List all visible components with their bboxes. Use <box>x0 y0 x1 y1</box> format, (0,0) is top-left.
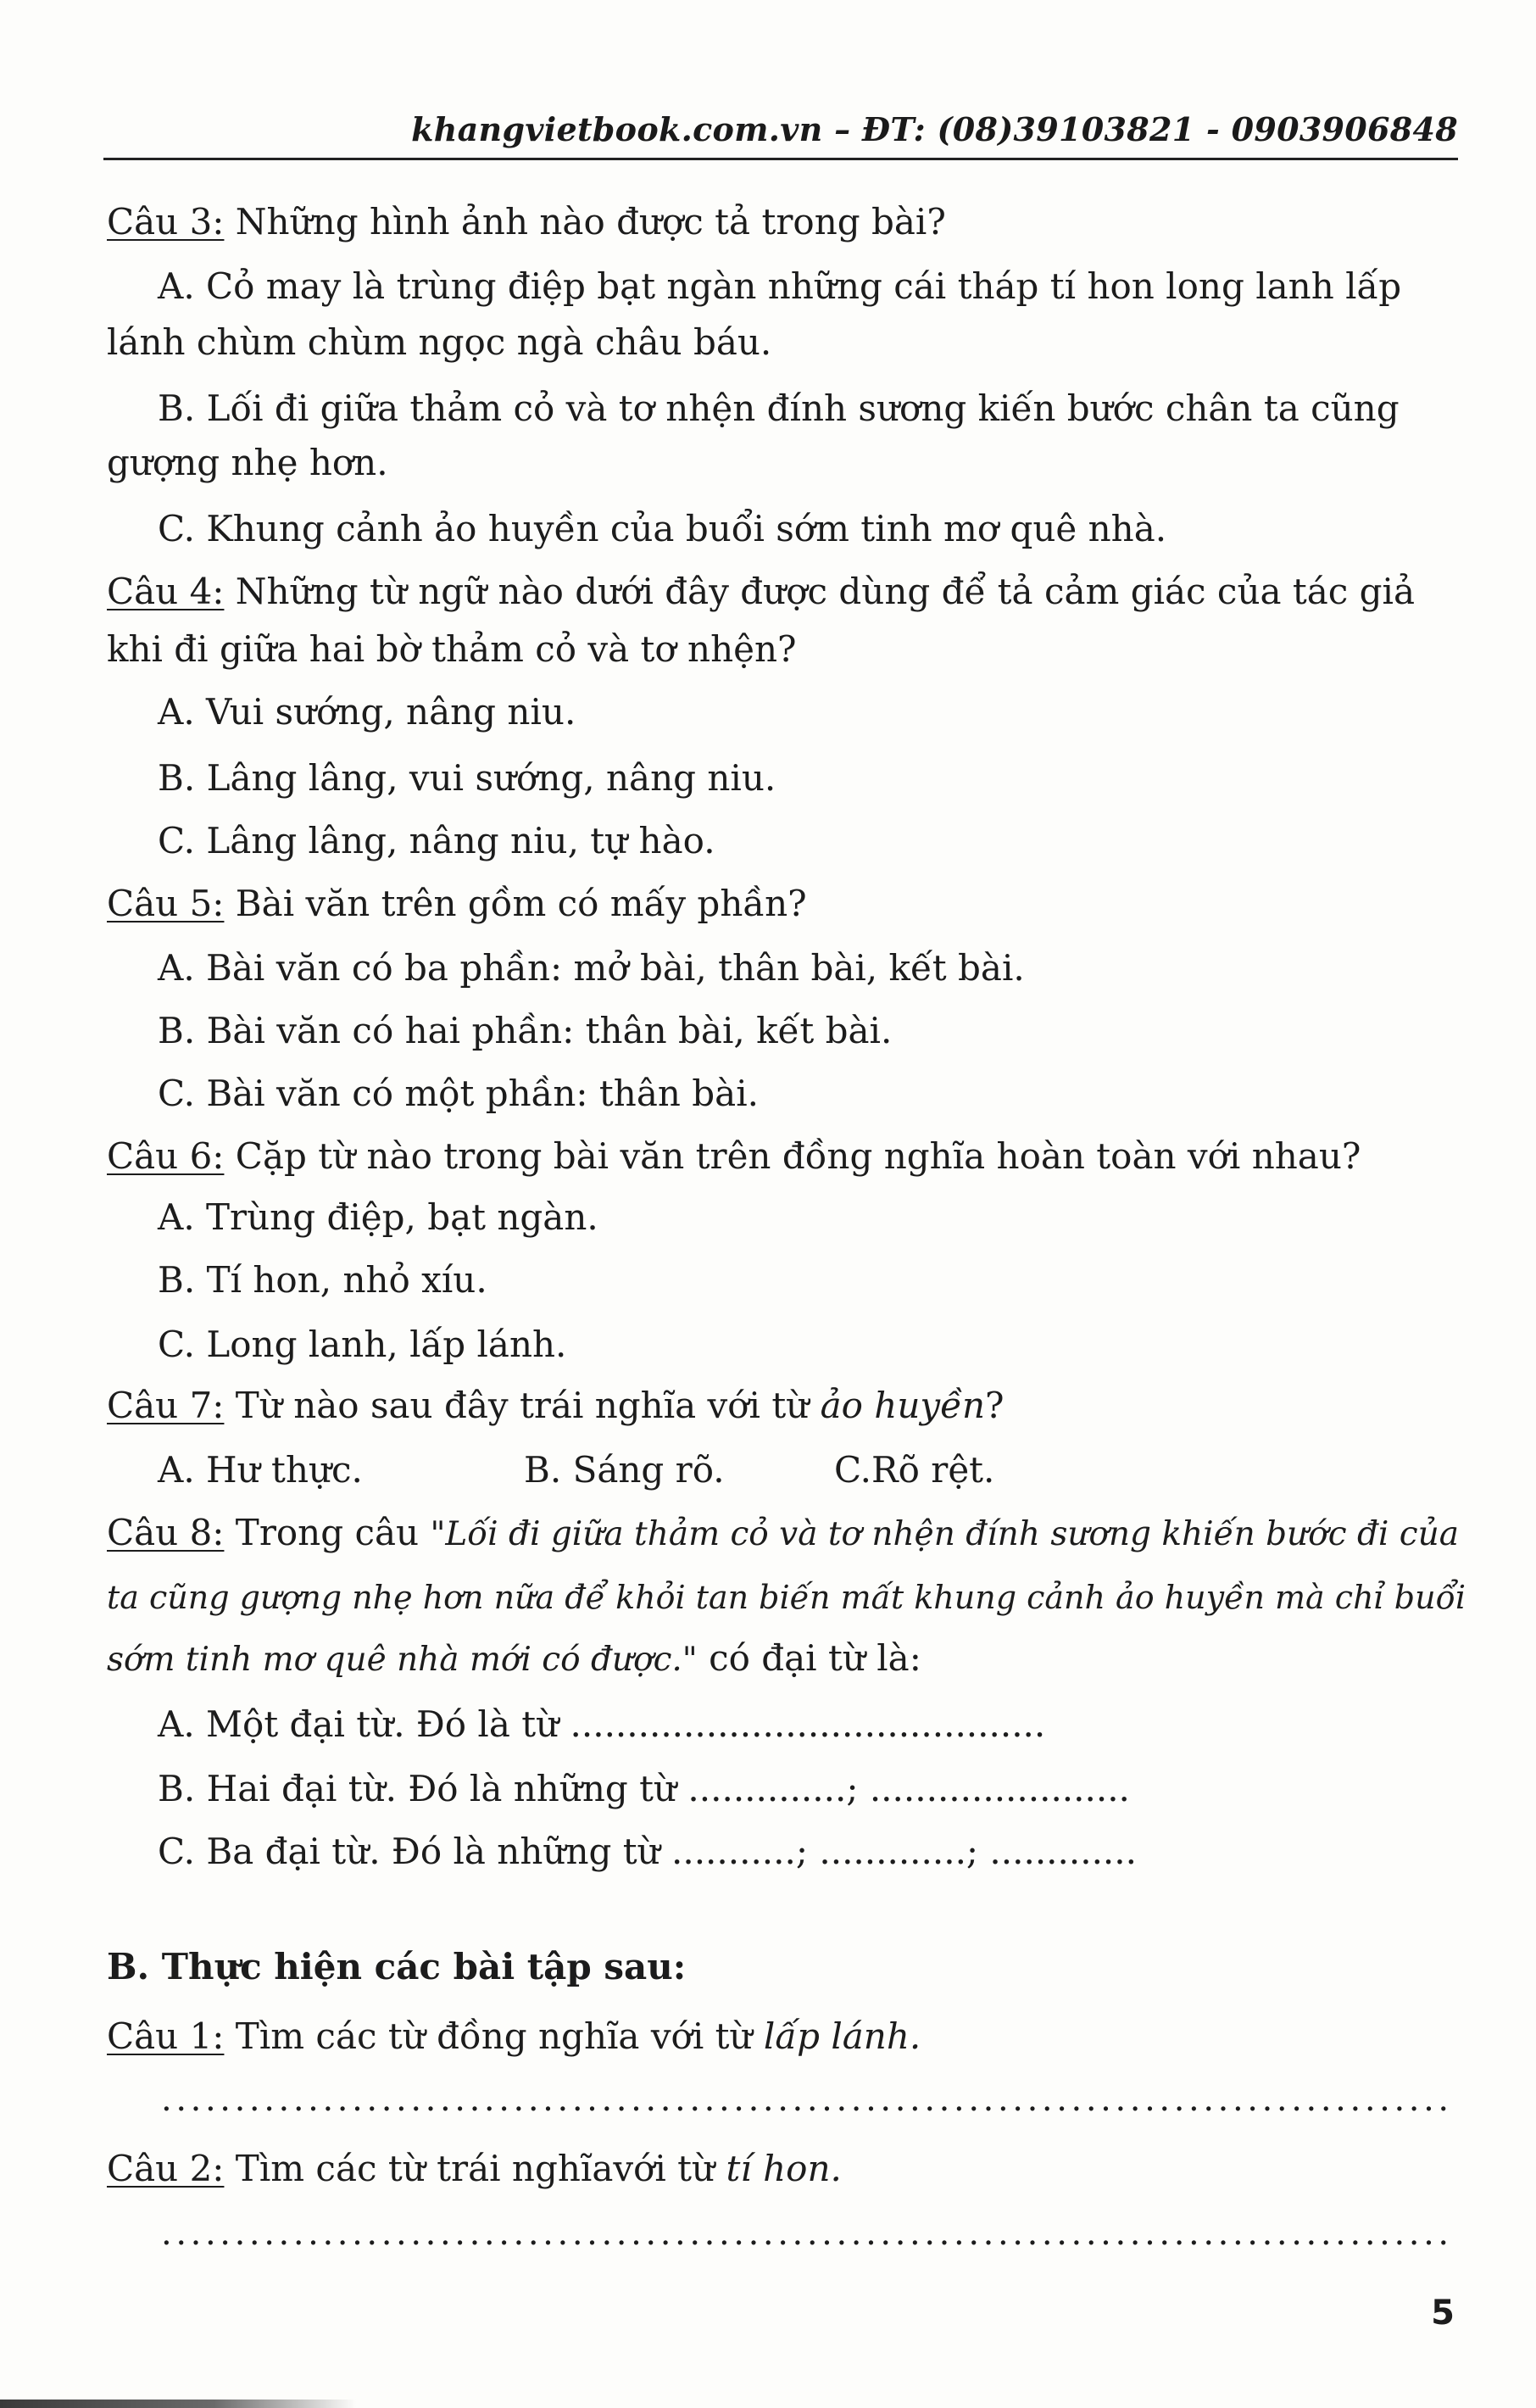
question-label: Câu 4: <box>107 571 225 612</box>
q3-option-b-line-2: gượng nhẹ hơn. <box>107 442 388 483</box>
page-header: khangvietbook.com.vn – ĐT: (08)39103821 - 0903906848 <box>411 110 1458 148</box>
q6-option-b: B. Tí hon, nhỏ xíu. <box>158 1259 487 1301</box>
question-text: Những hình ảnh nào được tả trong bài? <box>224 201 946 242</box>
q8-option-b: B. Hai đại từ. Đó là những từ ..............; ....................... <box>158 1768 1130 1809</box>
question-tail: có đại từ là: <box>697 1637 921 1679</box>
question-label: Câu 5: <box>107 883 225 924</box>
question-label: Câu 8: <box>107 1512 225 1553</box>
quote-line-2: ta cũng gượng nhẹ hơn nữa để khỏi tan biến mất khung cảnh ảo huyền mà chỉ buổi <box>107 1579 1466 1616</box>
exercise-term: tí hon. <box>726 2148 842 2189</box>
question-text: Cặp từ nào trong bài văn trên đồng nghĩa hoàn toàn với nhau? <box>224 1135 1361 1177</box>
exercise-1 <box>107 2013 921 2060</box>
question-8 <box>107 1509 1459 1558</box>
question-text: Bài văn trên gồm có mấy phần? <box>224 883 807 924</box>
question-label: Câu 7: <box>107 1385 225 1426</box>
question-text: Từ nào sau đây trái nghĩa với từ <box>224 1385 821 1426</box>
exercise-2 <box>107 2145 842 2193</box>
q7-option-b: B. Sáng rõ. <box>524 1449 725 1491</box>
question-6 <box>107 1133 1361 1180</box>
question-7 <box>107 1382 1005 1430</box>
exercise-term: lấp lánh. <box>763 2015 921 2057</box>
question-label: Câu 3: <box>107 201 225 242</box>
question-text: Những từ ngữ nào dưới đây được dùng để tả cảm giác của tác giả <box>224 571 1416 612</box>
exercise-text: Tìm các từ đồng nghĩa với từ <box>224 2015 764 2057</box>
question-4 <box>107 568 1415 616</box>
q3-option-a-line-2: lánh chùm chùm ngọc ngà châu báu. <box>107 321 772 363</box>
question-3 <box>107 198 946 246</box>
question-label: Câu 6: <box>107 1135 225 1177</box>
question-end: ? <box>985 1385 1005 1426</box>
q4-text-line-2: khi đi giữa hai bờ thảm cỏ và tơ nhện? <box>107 628 797 670</box>
exercise-text: Tìm các từ trái nghĩavới từ <box>224 2148 726 2189</box>
page-number: 5 <box>1431 2294 1455 2333</box>
q8-option-c: C. Ba đại từ. Đó là những từ ...........; .............; ............. <box>158 1831 1137 1872</box>
quote-line-3 <box>107 1635 921 1684</box>
q4-option-c: C. Lâng lâng, nâng niu, tự hào. <box>158 820 715 861</box>
q6-option-c: C. Long lanh, lấp lánh. <box>158 1324 567 1365</box>
q7-option-c: C.Rõ rệt. <box>834 1449 995 1491</box>
q5-option-a: A. Bài văn có ba phần: mở bài, thân bài, kết bài. <box>158 947 1025 989</box>
exercise-label: Câu 1: <box>107 2015 225 2057</box>
q6-option-a: A. Trùng điệp, bạt ngàn. <box>158 1196 598 1238</box>
header-rule <box>103 158 1458 160</box>
q5-option-c: C. Bài văn có một phần: thân bài. <box>158 1073 759 1114</box>
q7-option-a: A. Hư thực. <box>158 1449 363 1491</box>
q5-option-b: B. Bài văn có hai phần: thân bài, kết bài. <box>158 1010 893 1051</box>
quote-end: sớm tinh mơ quê nhà mới có được." <box>107 1641 698 1679</box>
q4-option-a: A. Vui sướng, nâng niu. <box>158 691 576 733</box>
question-term: ảo huyền <box>820 1385 986 1426</box>
answer-line-1[interactable]: ........................................................................................ <box>161 2080 1453 2119</box>
section-b-title: B. Thực hiện các bài tập sau: <box>107 1946 687 1987</box>
quote-line-1: "Lối đi giữa thảm cỏ và tơ nhện đính sương khiến bước đi của <box>430 1515 1459 1553</box>
page-bottom-edge <box>0 2400 356 2408</box>
q4-option-b: B. Lâng lâng, vui sướng, nâng niu. <box>158 757 776 799</box>
q8-option-a: A. Một đại từ. Đó là từ .......................................... <box>158 1703 1046 1745</box>
exercise-label: Câu 2: <box>107 2148 225 2189</box>
q3-option-c: C. Khung cảnh ảo huyền của buổi sớm tinh mơ quê nhà. <box>158 508 1167 549</box>
q3-option-a-line-1: A. Cỏ may là trùng điệp bạt ngàn những cái tháp tí hon long lanh lấp <box>158 265 1402 307</box>
question-5 <box>107 880 807 928</box>
question-text: Trong câu <box>224 1512 431 1553</box>
answer-line-2[interactable]: ........................................................................................ <box>161 2214 1453 2253</box>
q3-option-b-line-1: B. Lối đi giữa thảm cỏ và tơ nhện đính sương kiến bước chân ta cũng <box>158 387 1400 429</box>
